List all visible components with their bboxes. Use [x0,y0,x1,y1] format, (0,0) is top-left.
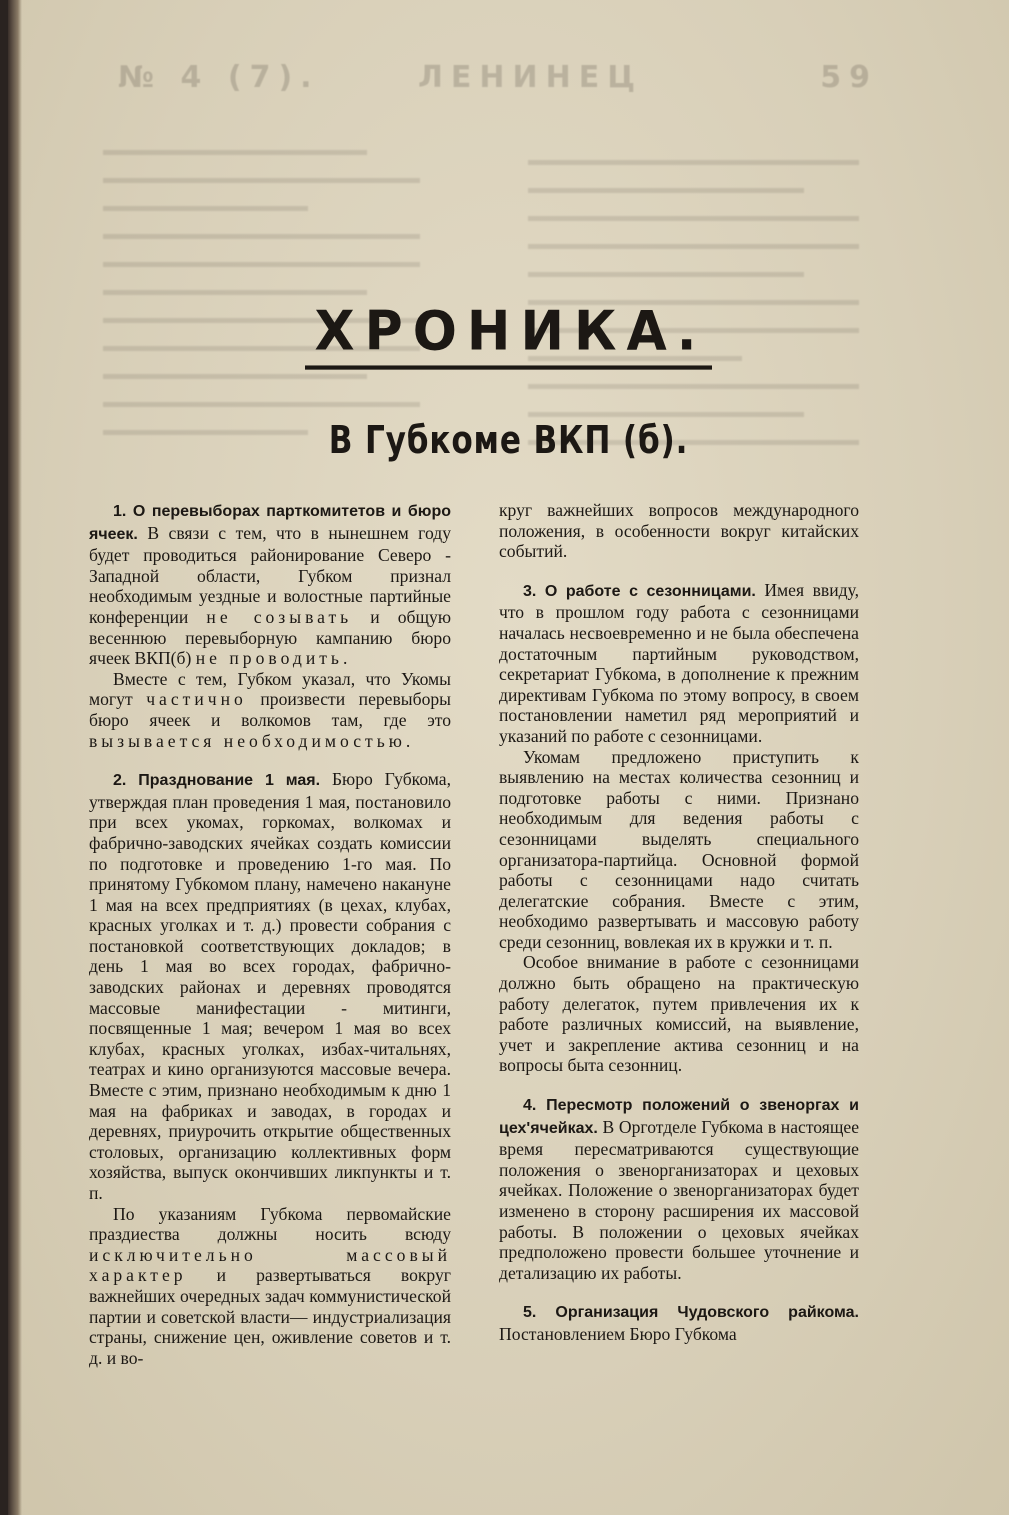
book-page [8,0,1009,1515]
continued-paragraph: круг важнейших вопросов международного положения, в особенности вокруг китайских событий. [499,500,859,562]
section-2-paragraph: 2. Празднование 1 мая. Бюро Губкома, утверждая план проведения 1 мая, постановило при всех укомах, горкомах, волкомах и фабрично-заводских ячейках создать комиссии по подготовке и проведению 1-го мая. По принятому Губкомом плану, намечено накануне 1 мая на всех предприятиях (в цехах, клубах, красных уголках и т. д.) провести собрания с постановкой соответствующих докладов; в день 1 мая во всех городах, фабрично-заводских районах и деревнях проводятся массовые манифестации - митинги, посвященные 1 мая; вечером 1 мая во всех клубах, красных уголках, избах-читальнях, театрах и кино организуются массовые вечера. Вместе с этим, признано необходимым к дню 1 мая на фабриках и заводах, в городах и деревнях, приурочить открытие общественных столовых, организацию коллективных форм хозяйства, выпуск окончивших ликпункты и т. п. [89,769,452,1203]
running-head-bleedthrough [118,60,878,100]
section-3-paragraph-3: Особое внимание в работе с сезонницами должно быть обращено на практическую работу делегаток, путем привлечения их к работе различных комиссий, на выявление, учет и закрепление актива сезонниц и на вопросы быта сезонниц. [499,952,859,1076]
section-1-title: 1. О перевыборах парткомитетов и бюро ячеек. [89,503,451,543]
section-4-paragraph: 4. Пересмотр положений о звеноргах и цех'ячейках. В Орготделе Губкома в настоящее время пересматриваются существующие положения о звенорганизаторах и цеховых ячейках. Положение о звенорганизаторах будет изменено в сторону расширения их массовой работы. В положении о цеховых ячейках предположено провести большее уточнение и детализацию их работы. [499,1097,860,1283]
emphasis-text: исключительно массовый характер [89,1244,451,1286]
bleedthrough-text-left [103,130,433,420]
section-1-paragraph: 1. О перевыборах парткомитетов и бюро ячеек. В связи с тем, что в нынешнем году будет проводиться районирование Северо - Западной области, Губком признал необходимым уездные и волостные партийные конференции не созывать и общую весеннюю перевыборную кампанию бюро ячеек ВКП(б) не проводить. [89,503,451,669]
section-5-title: 5. Организация Чудовского райкома. [523,1304,859,1322]
text-column-left [89,500,451,1368]
text-column-right [499,500,859,1345]
section-3-paragraph-2: Укомам предложено приступить к выявлению на местах количества сезонниц и подготовке работы с ними. Признано необходимым для ведения работы с сезонницами выделять специального организатора-партийца. Основной формой работы с сезонницами надо считать делегатские собрания. Вместе с этим, необходимо развертывать и массовую работу среди сезонниц, вовлекая их в кружки и т. п. [499,746,859,952]
section-2-title: 2. Празднование 1 мая. [113,772,321,790]
section-1-paragraph-2: Вместе с тем, Губком указал, что Укомы могут частично произвести перевыборы бюро ячеек и волкомов там, где это вызывается необходимостью. [89,668,451,751]
page-number: 59 [820,60,878,95]
emphasis-text: не проводить. [195,648,352,669]
section-2-paragraph-2: По указаниям Губкома первомайские праздиества должны носить всюду исключительно массовый характер и развертываться вокруг важнейших очередных задач коммунистической партии и советской власти— индустриализация страны, снижение цен, оживление советов и т. д. и во- [89,1203,451,1368]
section-3-title: 3. О работе с сезонницами. [523,582,756,600]
section-3-paragraph: 3. О работе с сезонницами. Имея ввиду, что в прошлом году работа с сезонницами началась несвоевременно и не была обеспечена достаточным партийным руководством, секретариат Губкома, в дополнение к прежним директивам Губкома по этому вопросу, в своем постановлении наметил ряд мероприятий и указаний по работе с сезонницами. [499,579,859,746]
section-4-title: 4. Пересмотр положений о звеноргах и цех'ячейках. [499,1097,859,1137]
section-heading [8,302,1009,368]
page-subtitle: В Губкоме ВКП (б). [328,418,689,462]
emphasis-text: частично [146,689,247,710]
issue-number: № 4 (7). [118,60,320,95]
page-title: ХРОНИКА. [305,300,713,369]
emphasis-text: вызывается необходимостью. [89,730,415,751]
bleedthrough-text-right [528,140,873,430]
journal-title: ЛЕНИНЕЦ [418,60,644,95]
page-spine-shadow [8,0,22,1515]
emphasis-text: не созывать [206,606,353,627]
section-5-paragraph: 5. Организация Чудовского райкома. Постановлением Бюро Губкома [499,1304,859,1344]
